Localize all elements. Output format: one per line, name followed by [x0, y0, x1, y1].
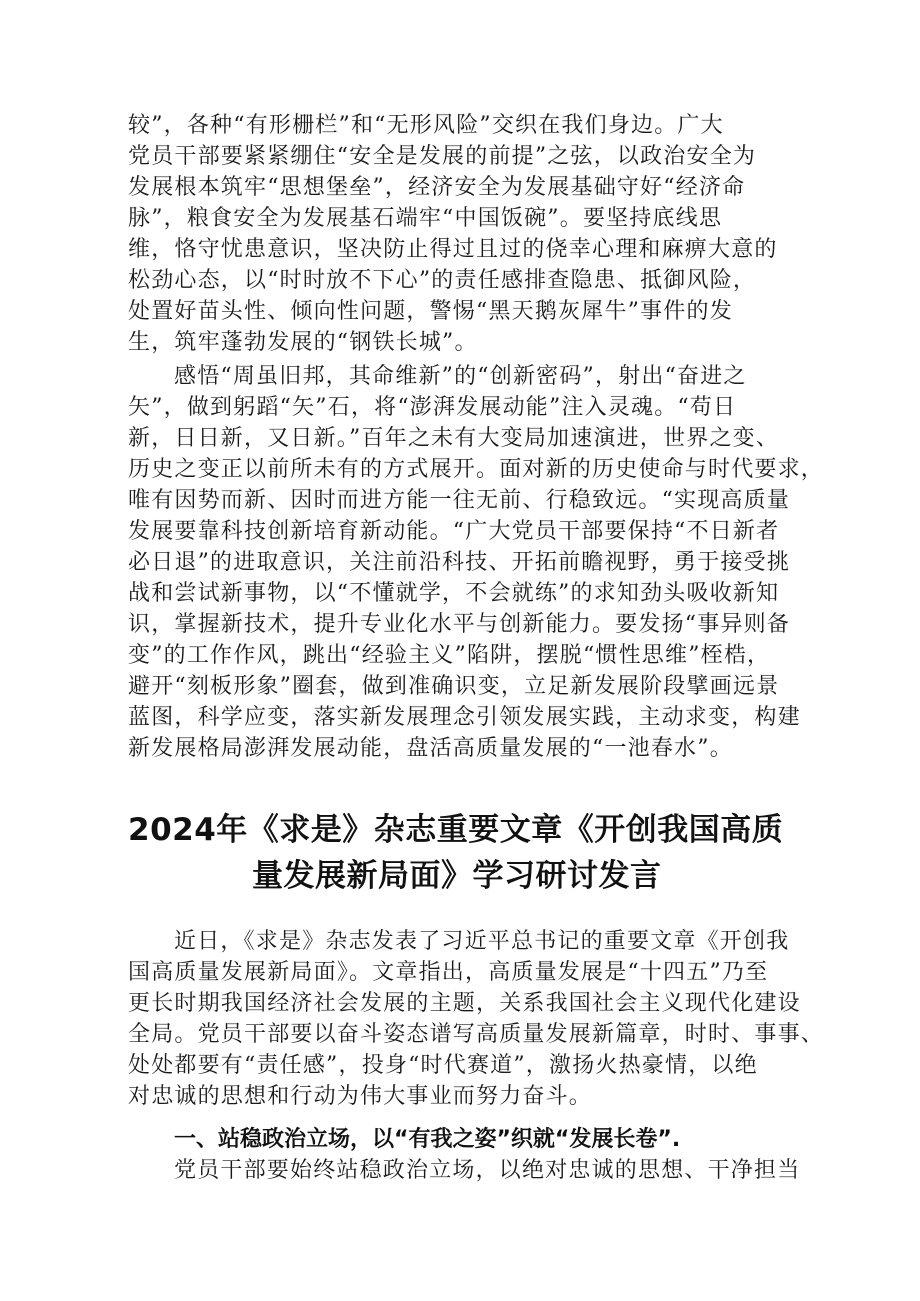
paragraph-line: 国高质量发展新局面》。文章指出，高质量发展是“十四五”乃至	[128, 960, 769, 985]
paragraph-line: 处处都要有“责任感”，投身“时代赛道”，激扬火热豪情，以绝	[128, 1053, 758, 1078]
paragraph-line: 变”的工作作风，跳出“经验主义”陷阱，摆脱“惯性思维”桎梏，	[128, 643, 771, 668]
paragraph-line: 近日，《求是》杂志发表了习近平总书记的重要文章《开创我	[174, 929, 790, 954]
section-heading: 一、站稳政治立场，以“有我之姿”织就“发展长卷”.	[174, 1127, 681, 1152]
paragraph-line: 蓝图，科学应变，落实新发展理念引领发展实践，主动求变，构建	[128, 705, 801, 730]
paragraph-line: 维，恪守忧患意识，坚决防止得过且过的侥幸心理和麻痹大意的	[128, 237, 778, 262]
paragraph-line: 更长时期我国经济社会发展的主题，关系我国社会主义现代化建设	[128, 991, 801, 1016]
paragraph-line: 新发展格局澎湃发展动能，盘活高质量发展的“一池春水”。	[128, 736, 733, 761]
paragraph-line: 新，日日新，又日新。”百年之未有大变局加速演进，世界之变、	[128, 426, 780, 451]
paragraph-line: 较”，各种“有形栅栏”和“无形风险”交织在我们身边。广大	[128, 113, 724, 138]
paragraph-line: 党员干部要始终站稳政治立场，以绝对忠诚的思想、干净担当	[174, 1158, 801, 1183]
paragraph-line: 识，掌握新技术，提升专业化水平与创新能力。要发扬“事异则备	[128, 612, 791, 637]
paragraph-line: 松劲心态，以“时时放不下心”的责任感排查隐患、抵御风险，	[128, 268, 757, 293]
paragraph-line: 感悟“周虽旧邦，其命维新”的“创新密码”，射出“奋进之	[174, 364, 747, 389]
paragraph-line: 对忠诚的思想和行动为伟大事业而努力奋斗。	[128, 1084, 593, 1109]
paragraph-line: 脉”，粮食安全为发展基石端牢“中国饭碗”。要坚持底线思	[128, 206, 723, 231]
paragraph-line: 生，筑牢蓬勃发展的“钢铁长城”。	[128, 330, 478, 355]
paragraph-line: 党员干部要紧紧绷住“安全是发展的前提”之弦，以政治安全为	[128, 144, 757, 169]
paragraph-line: 全局。党员干部要以奋斗姿态谱写高质量发展新篇章，时时、事事、	[128, 1022, 825, 1047]
paragraph-line: 战和尝试新事物，以“不懂就学，不会就练”的求知劲头吸收新知	[128, 581, 780, 606]
paragraph-line: 发展根本筑牢“思想堡垒”，经济安全为发展基础守好“经济命	[128, 175, 746, 200]
title-line: 量发展新局面》学习研讨发言	[252, 858, 662, 894]
paragraph-line: 历史之变正以前所未有的方式展开。面对新的历史使命与时代要求，	[128, 457, 825, 482]
title-line: 2024年《求是》杂志重要文章《开创我国高质	[128, 812, 784, 848]
paragraph-line: 唯有因势而新、因时而进方能一往无前、行稳致远。“实现高质量	[128, 488, 791, 513]
paragraph-line: 必日退”的进取意识，关注前沿科技、开拓前瞻视野，勇于接受挑	[128, 550, 791, 575]
paragraph-line: 矢”，做到躬蹈“矢”石，将“澎湃发展动能”注入灵魂。“苟日	[128, 395, 737, 420]
paragraph-line: 处置好苗头性、倾向性问题，警惕“黑天鹅灰犀牛”事件的发	[128, 299, 733, 324]
paragraph-line: 发展要靠科技创新培育新动能。“广大党员干部要保持“不日新者	[128, 519, 780, 544]
paragraph-line: 避开“刻板形象”圈套，做到准确识变，立足新发展阶段擘画远景	[128, 674, 780, 699]
